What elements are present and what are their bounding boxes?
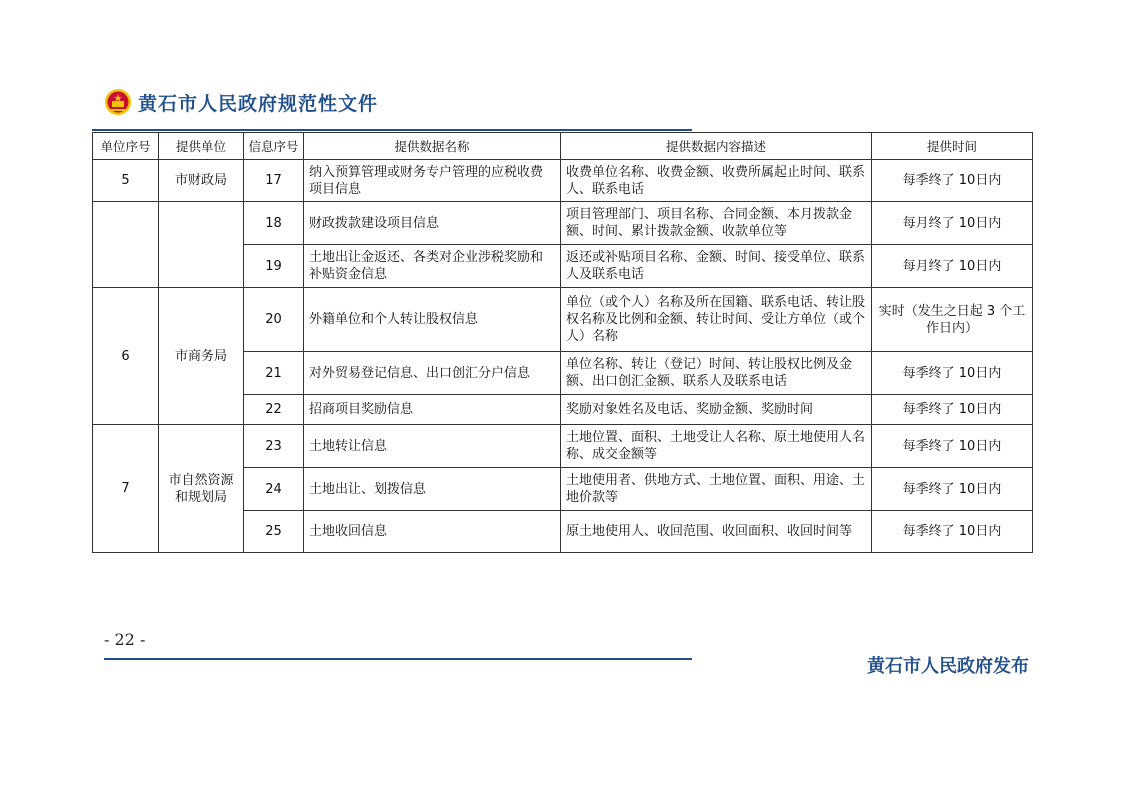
- time-cell: 每季终了 10日内: [872, 511, 1033, 553]
- table-row: [93, 425, 1033, 468]
- data-desc-cell: 奖励对象姓名及电话、奖励金额、奖励时间: [561, 395, 872, 425]
- column-header-time: 提供时间: [872, 133, 1033, 160]
- table-header-row: [93, 133, 1033, 160]
- time-cell: 每季终了 10日内: [872, 352, 1033, 395]
- time-cell: 实时（发生之日起 3 个工作日内）: [872, 288, 1033, 352]
- national-emblem-icon: [104, 88, 132, 116]
- time-cell: 每季终了 10日内: [872, 160, 1033, 202]
- unit-no-cell: 7: [93, 425, 159, 553]
- data-desc-cell: 土地使用者、供地方式、土地位置、面积、用途、土地价款等: [561, 468, 872, 511]
- info-no-cell: 21: [244, 352, 304, 395]
- data-name-cell: 土地出让金返还、各类对企业涉税奖励和补贴资金信息: [304, 245, 561, 288]
- info-no-cell: 22: [244, 395, 304, 425]
- time-cell: 每月终了 10日内: [872, 245, 1033, 288]
- unit-cell: 市财政局: [159, 160, 244, 202]
- data-desc-cell: 原土地使用人、收回范围、收回面积、收回时间等: [561, 511, 872, 553]
- info-no-cell: 18: [244, 202, 304, 245]
- footer-divider: [104, 658, 692, 660]
- page-number: - 22 -: [104, 630, 146, 649]
- data-name-cell: 外籍单位和个人转让股权信息: [304, 288, 561, 352]
- data-name-cell: 土地收回信息: [304, 511, 561, 553]
- column-header-data-name: 提供数据名称: [304, 133, 561, 160]
- info-no-cell: 25: [244, 511, 304, 553]
- unit-no-cell: [93, 202, 159, 288]
- document-header: [104, 86, 378, 118]
- data-name-cell: 土地转让信息: [304, 425, 561, 468]
- data-name-cell: 对外贸易登记信息、出口创汇分户信息: [304, 352, 561, 395]
- data-desc-cell: 单位（或个人）名称及所在国籍、联系电话、转让股权名称及比例和金额、转让时间、受让方单位（或个人）名称: [561, 288, 872, 352]
- data-desc-cell: 收费单位名称、收费金额、收费所属起止时间、联系人、联系电话: [561, 160, 872, 202]
- data-desc-cell: 土地位置、面积、土地受让人名称、原土地使用人名称、成交金额等: [561, 425, 872, 468]
- column-header-unit-no: 单位序号: [93, 133, 159, 160]
- column-header-info-no: 信息序号: [244, 133, 304, 160]
- column-header-unit: 提供单位: [159, 133, 244, 160]
- header-divider: [92, 129, 692, 131]
- time-cell: 每季终了 10日内: [872, 468, 1033, 511]
- time-cell: 每月终了 10日内: [872, 202, 1033, 245]
- data-name-cell: 土地出让、划拨信息: [304, 468, 561, 511]
- header-title: 黄石市人民政府规范性文件: [138, 92, 379, 115]
- unit-cell: 市商务局: [159, 288, 244, 425]
- info-no-cell: 17: [244, 160, 304, 202]
- table-row: [93, 160, 1033, 202]
- info-no-cell: 19: [244, 245, 304, 288]
- data-table: [92, 132, 1033, 553]
- data-name-cell: 招商项目奖励信息: [304, 395, 561, 425]
- table-row: [93, 288, 1033, 352]
- unit-no-cell: 5: [93, 160, 159, 202]
- time-cell: 每季终了 10日内: [872, 425, 1033, 468]
- publisher-footer: 黄石市人民政府发布: [867, 656, 1029, 677]
- table-row: [93, 202, 1033, 245]
- data-name-cell: 财政拨款建设项目信息: [304, 202, 561, 245]
- data-name-cell: 纳入预算管理或财务专户管理的应税收费项目信息: [304, 160, 561, 202]
- column-header-data-desc: 提供数据内容描述: [561, 133, 872, 160]
- data-desc-cell: 单位名称、转让（登记）时间、转让股权比例及金额、出口创汇金额、联系人及联系电话: [561, 352, 872, 395]
- time-cell: 每季终了 10日内: [872, 395, 1033, 425]
- unit-no-cell: 6: [93, 288, 159, 425]
- unit-cell: 市自然资源和规划局: [159, 425, 244, 553]
- unit-cell: [159, 202, 244, 288]
- data-desc-cell: 项目管理部门、项目名称、合同金额、本月拨款金额、时间、累计拨款金额、收款单位等: [561, 202, 872, 245]
- info-no-cell: 24: [244, 468, 304, 511]
- info-no-cell: 23: [244, 425, 304, 468]
- info-no-cell: 20: [244, 288, 304, 352]
- data-desc-cell: 返还或补贴项目名称、金额、时间、接受单位、联系人及联系电话: [561, 245, 872, 288]
